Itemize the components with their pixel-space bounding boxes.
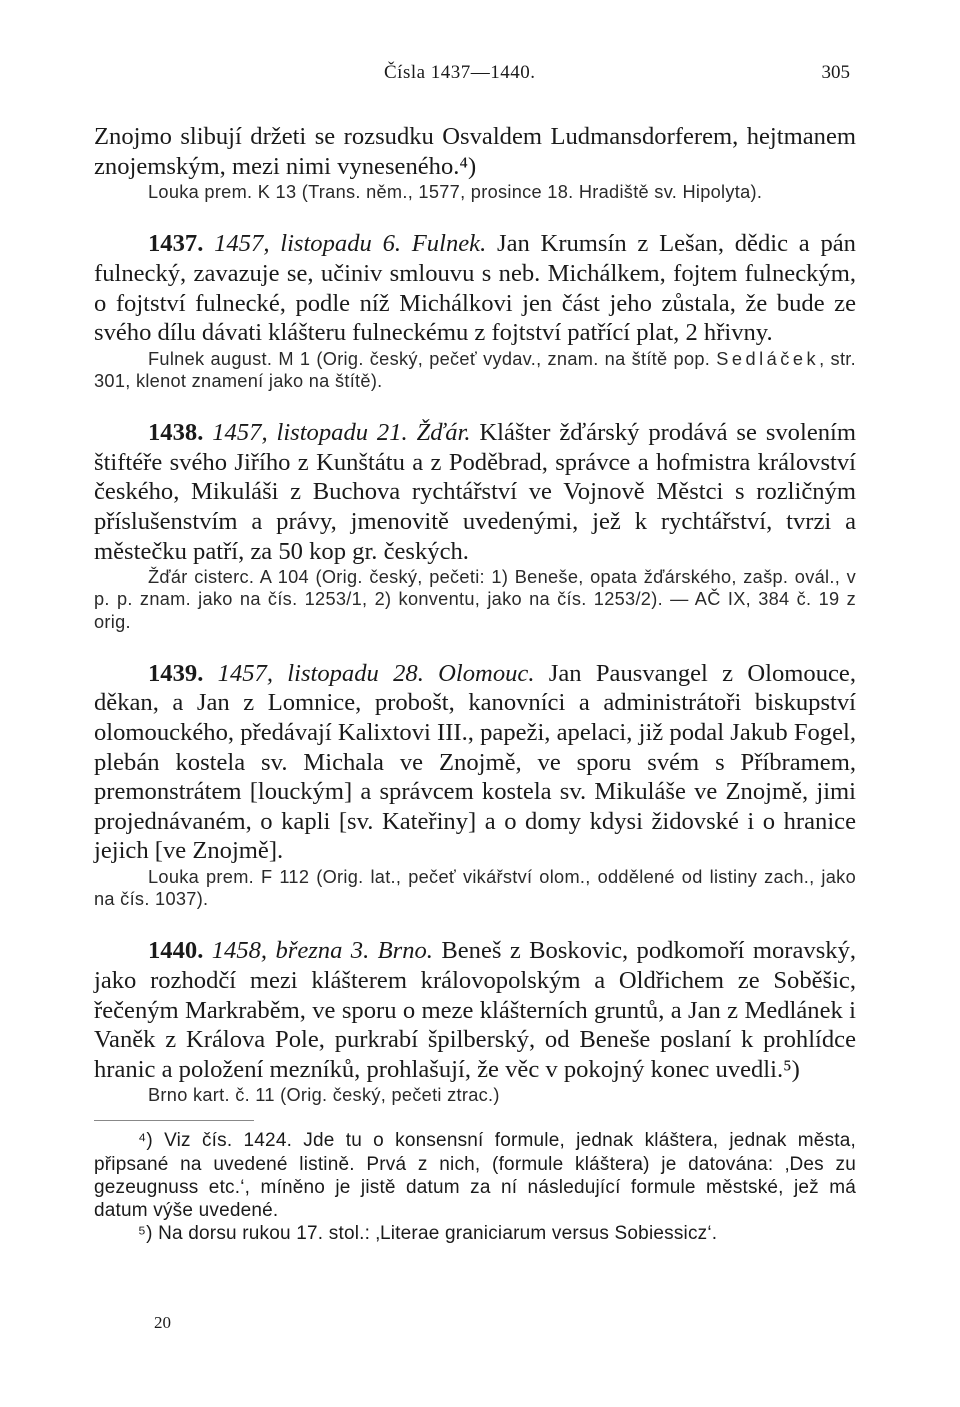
page-header [94,62,856,90]
entry-text: Beneš z Boskovic, podkomoří moravský, jako rozhodčí mezi klášterem královopolským a Oldřichem ze Soběšic, řečeným Markraběm, ve sporu o meze klášterních gruntů, a Jan z Medlánek i Vaněk z Králova Pole, purkrabí špilberský, od Beneše poslaní k prohlídce hranic a položení mezníků, prohlašují, že věc v pokojný konec uvedli.⁵) [94,937,857,1083]
entry-number: 1437. [148,230,204,258]
entry-date-place: 1457, listopadu 21. Žďár. [212,419,471,447]
entry-number: 1439. [148,659,204,687]
page-number: 305 [821,62,850,83]
footnote-divider [94,1120,254,1121]
footnote [94,1129,856,1222]
entry-text: Klášter žďárský prodává se svolením štiftéře svého Jiřího z Kunštátu a z Poděbrad, správce a hofmistra království českého, Mikuláši z Buchova rychtářství ve Vojnově Městci s rozličným příslušenstvím a právy, jmenovitě uvedenými, jež k rychtářství, tvrzi a městečku patří, za 50 kop gr. českých. [94,419,856,565]
continued-entry [94,122,856,203]
entry-text: Jan Pausvangel z Olomouce, děkan, a Jan z Lomnice, probošt, kanovníci a administrátoři biskupství olomouckého, předávají Kalixtovi III., papeži, apelaci, již podal Jakub Fogel, plebán kostela sv. Michala ve Znojmě, ve sporu svém s Příbramem, premonstrátem [louckým] a správcem kostela sv. Mikuláše ve Znojmě, jimi projednávaném, o kapli [sv. Kateřiny] a o domy kdysi židovské i o hranice jejich [ve Znojmě]. [94,659,856,865]
entry-date-place: 1457, listopadu 6. Fulnek. [214,230,487,258]
entry-1439 [94,659,856,911]
entry-number: 1440. [148,937,204,965]
entry-source: Louka prem. K 13 (Trans. něm., 1577, prosince 18. Hradiště sv. Hipolyta). [148,182,763,203]
entry-number: 1438. [148,419,204,447]
entry-source-part: , str. 301, klenot znamení jako na štítě). [94,348,856,391]
footnote [94,1222,856,1245]
entry-body [94,418,856,566]
footnotes [94,1129,856,1245]
entry-source: Louka prem. F 112 (Orig. lat., pečeť vikářství olom., oddělené od listiny zach., jako na čís. 1037). [94,866,856,910]
entry-body [94,229,856,347]
entry-source: Žďár cisterc. A 104 (Orig. český, pečeti: 1) Beneše, opata žďárského, zašp. ovál., v p. p. znam. jako na čís. 1253/1, 2) konventu, jako na čís. 1253/2). — AČ IX, 384 č. 19 z orig. [94,567,856,632]
footnote-mark: ⁴) [138,1130,153,1152]
entry-source-part: Fulnek august. M 1 (Orig. český, pečeť vydav., znam. na štítě pop. [148,348,711,369]
entry-date-place: 1457, listopadu 28. Olomouc. [217,659,535,687]
footnote-text: Viz čís. 1424. Jde tu o konsensní formule, jednak kláštera, jednak města, připsané na uvedené listině. Prvá z nich, (formule kláštera) je datována: ‚Des zu gezeugnuss etc.‘, míněno je jistě datum za ní následující formule městské, jež má datum výše uvedené. [94,1130,856,1222]
source-author: Sedláček [716,348,820,369]
entry-source: Brno kart. č. 11 (Orig. český, pečeti ztrac.) [148,1085,500,1106]
entry-text: Jan Krumsín z Lešan, dědic a pán fulnecký, zavazuje se, učiniv smlouvu s neb. Michálkem, fojtem fulneckým, o fojtství fulnecké, podle níž Michálkovi jen část jeho zůstala, že bude ze svého dílu dávati klášteru fulneckému z fojtství patřící plat, 2 hřivny. [94,230,856,347]
entry-1437 [94,229,856,392]
footnote-text: Na dorsu rukou 17. stol.: ‚Literae graniciarum versus Sobiessicz‘. [158,1223,718,1245]
printer-signature: 20 [154,1313,171,1332]
footnote-mark: ⁵) [138,1223,153,1245]
entry-1440 [94,936,856,1106]
entry-1438 [94,418,856,633]
entry-body [94,659,856,866]
entry-body [94,936,856,1084]
entry-source [94,348,856,392]
entry-date-place: 1458, března 3. Brno. [211,937,433,965]
entry-text: Znojmo slibují držeti se rozsudku Osvaldem Ludmansdorferem, hejtmanem znojemským, mezi nimi vyneseného.⁴) [94,123,856,180]
page-content [94,122,856,1246]
running-title: Čísla 1437—1440. [384,62,536,83]
